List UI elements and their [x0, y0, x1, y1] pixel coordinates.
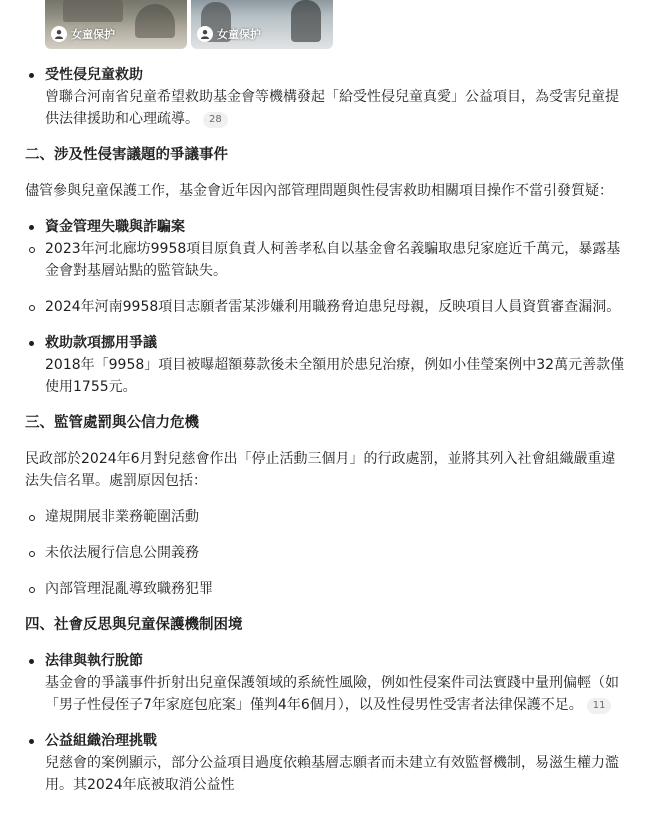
- list-item-body: 基金會的爭議事件折射出兒童保護領域的系統性風險，例如性侵案件司法實踐中量刑偏輕（如「男子性侵侄子7年家庭包庇案」僅判4年6個月），以及性侵男性受害者法律保護不足。: [45, 675, 619, 713]
- list-item-text: 兒慈會的案例顯示，部分公益項目過度依賴基層志願者而未建立有效監督機制，易滋生權力濫用。其2024年底被取消公益性: [45, 755, 619, 793]
- image-strip: [45, 0, 333, 49]
- answer-body: [25, 62, 625, 796]
- citation-badge[interactable]: 28: [203, 112, 228, 128]
- image-source-label: 女童保护: [71, 28, 115, 41]
- list-item-title: 法律與執行脫節: [45, 653, 143, 669]
- list-item: [25, 650, 625, 716]
- user-icon: [51, 26, 67, 42]
- list-item-title: 救助款項挪用爭議: [45, 335, 157, 351]
- image-source-label: 女童保护: [217, 28, 261, 41]
- list-item: [25, 64, 625, 130]
- citation-badge[interactable]: 11: [587, 698, 612, 714]
- list-item-text: [45, 86, 625, 130]
- list-item-text: 未依法履行信息公開義務: [45, 545, 199, 561]
- section-heading: 四、社會反思與兒童保護機制困境: [25, 617, 243, 633]
- list-item-title: 受性侵兒童救助: [45, 67, 143, 83]
- sub-list-item: [25, 238, 625, 282]
- list-item: [25, 216, 625, 238]
- section-heading: 二、涉及性侵害議題的爭議事件: [25, 147, 228, 163]
- list-item-text: 2018年「9958」項目被曝超額募款後未全額用於患兒治療，例如小佳瑩案例中32萬元善款僅使用1755元。: [45, 357, 625, 395]
- list-item-text: 2023年河北廊坊9958項目原負責人柯善孝私自以基金會名義騙取患兒家庭近千萬元，暴露基金會對基層站點的監管缺失。: [45, 241, 621, 279]
- image-thumbnail[interactable]: [45, 0, 187, 49]
- list-item-title: 公益組織治理挑戰: [45, 733, 157, 749]
- paragraph: 民政部於2024年6月對兒慈會作出「停止活動三個月」的行政處罰，並將其列入社會組織嚴重違法失信名單。處罰原因包括：: [25, 451, 616, 489]
- section-heading: 三、監管處罰與公信力危機: [25, 415, 199, 431]
- list-item-text: 2024年河南9958項目志願者雷某涉嫌利用職務脅迫患兒母親，反映項目人員資質審查漏洞。: [45, 299, 621, 315]
- image-source-tag: [197, 26, 261, 42]
- sub-list-item: [25, 296, 625, 318]
- paragraph: 儘管參與兒童保護工作，基金會近年因內部管理問題與性侵害救助相關項目操作不當引發質疑：: [25, 183, 613, 199]
- list-item: [25, 730, 625, 796]
- image-thumbnail[interactable]: [191, 0, 333, 49]
- list-item-body: 曾聯合河南省兒童希望救助基金會等機構發起「給受性侵兒童真愛」公益項目，為受害兒童提供法律援助和心理疏導。: [45, 89, 619, 127]
- list-item-title: 資金管理失職與詐騙案: [45, 219, 185, 235]
- list-item-text: 違規開展非業務範圍活動: [45, 509, 199, 525]
- image-source-tag: [51, 26, 115, 42]
- list-item: [25, 332, 625, 398]
- list-item: [25, 542, 625, 564]
- list-item: [25, 506, 625, 528]
- list-item-text: [45, 672, 625, 716]
- list-item: [25, 578, 625, 600]
- list-item-text: 內部管理混亂導致職務犯罪: [45, 581, 213, 597]
- user-icon: [197, 26, 213, 42]
